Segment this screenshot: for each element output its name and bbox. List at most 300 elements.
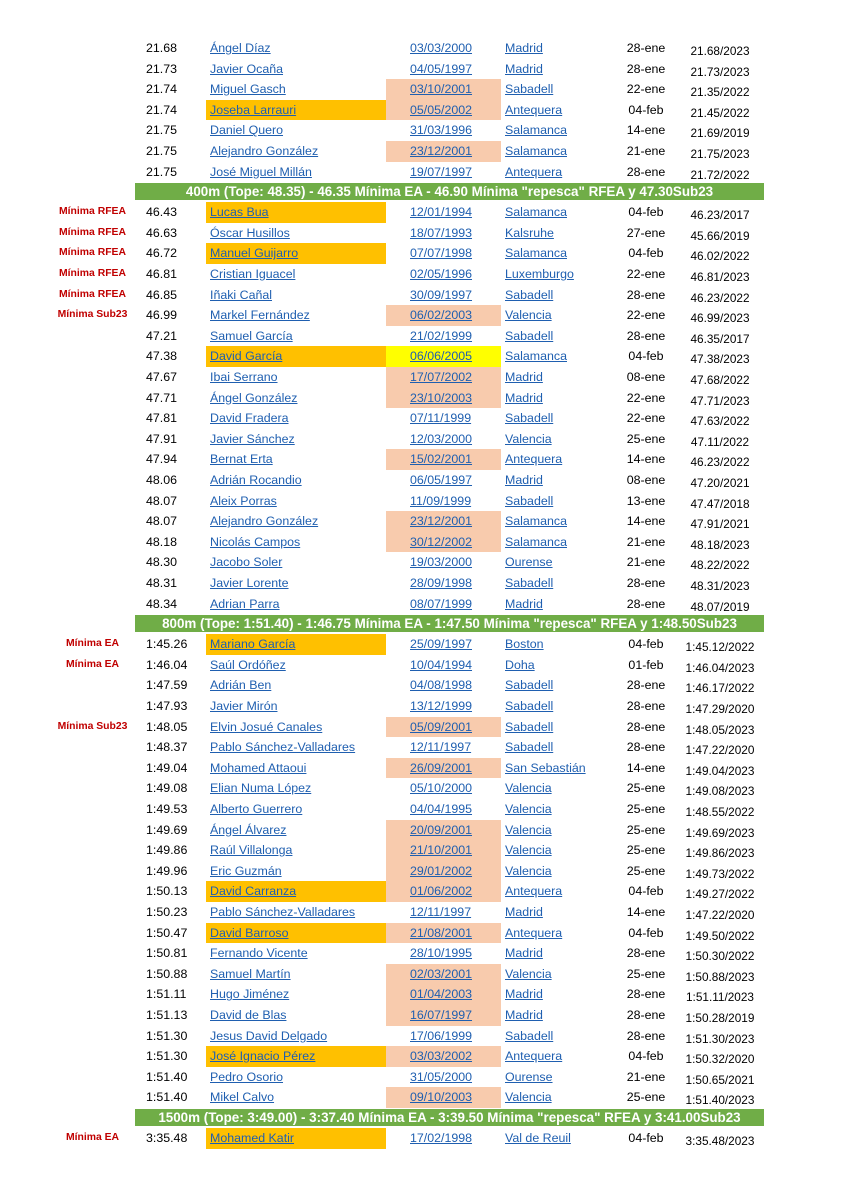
competition-date: 22-ene (626, 82, 666, 97)
athlete-name-link[interactable]: Elvin Josué Canales (210, 719, 323, 734)
venue-link[interactable]: Salamanca (505, 144, 567, 158)
venue-link[interactable]: Sabadell (505, 493, 554, 508)
competition-date: 14-ene (626, 452, 666, 467)
result-row (0, 408, 849, 429)
venue-link[interactable]: Madrid (505, 905, 543, 919)
athlete-name-link[interactable]: David de Blas (210, 1008, 287, 1022)
competition-date: 14-ene (626, 760, 666, 775)
athlete-name-link[interactable]: Pedro Osorio (210, 1069, 284, 1084)
athlete-name-link[interactable]: Jesus David Delgado (210, 1028, 328, 1043)
result-mark: 47.94 (146, 452, 178, 467)
athlete-name-link[interactable]: Iñaki Cañal (210, 287, 272, 302)
result-row (0, 346, 849, 367)
athlete-name-link[interactable]: Mohamed Attaoui (210, 760, 307, 775)
athlete-name-link[interactable]: Javier Mirón (210, 699, 278, 713)
result-mark: 1:48.05 (146, 719, 188, 734)
birth-date-link[interactable]: 04/04/1995 (410, 802, 473, 816)
athlete-name-link[interactable]: David Fradera (210, 411, 289, 426)
venue-link[interactable]: Kalsruhe (505, 225, 554, 240)
birth-date-link[interactable]: 29/01/2002 (386, 861, 501, 882)
birth-date-link[interactable]: 17/02/1998 (410, 1131, 473, 1145)
birth-date-link[interactable]: 15/02/2001 (386, 449, 501, 470)
athlete-name-link[interactable]: Alberto Guerrero (210, 802, 303, 816)
personal-best: 3:35.48/2023 (685, 1134, 755, 1148)
competition-date: 25-ene (626, 781, 666, 796)
venue-link[interactable]: Ourense (505, 1069, 553, 1084)
athlete-name-link[interactable]: Adrián Ben (210, 678, 272, 693)
competition-date: 13-ene (626, 493, 666, 508)
result-mark: 1:50.13 (146, 884, 188, 899)
result-row (0, 511, 849, 532)
birth-date-link[interactable]: 03/10/2001 (386, 79, 501, 100)
personal-best: 1:51.30/2023 (685, 1031, 755, 1046)
personal-best: 1:47.29/2020 (685, 702, 755, 716)
competition-date: 25-ene (626, 802, 666, 816)
athlete-name-link[interactable]: David Barroso (206, 923, 386, 944)
athlete-name-link[interactable]: Óscar Husillos (210, 225, 290, 240)
venue-link[interactable]: Salamanca (505, 123, 567, 138)
result-mark: 48.07 (146, 514, 178, 529)
venue-link[interactable]: Madrid (505, 61, 543, 76)
athlete-name-link[interactable]: Adrian Parra (210, 596, 280, 611)
birth-date-link[interactable]: 09/10/2003 (386, 1087, 501, 1108)
result-mark: 46.72 (146, 246, 178, 261)
birth-date-link[interactable]: 03/03/2002 (386, 1046, 501, 1067)
venue-link[interactable]: Sabadell (505, 328, 554, 343)
competition-date: 04-feb (628, 1049, 664, 1064)
result-row (0, 202, 849, 223)
personal-best: 47.71/2023 (690, 393, 750, 408)
competition-date: 04-feb (628, 349, 664, 364)
competition-date: 28-ene (626, 1028, 666, 1043)
birth-date-link[interactable]: 03/03/2000 (410, 41, 473, 55)
result-mark: 47.67 (146, 370, 178, 384)
minimum-note: Mínima EA (65, 1132, 120, 1143)
venue-link[interactable]: Madrid (505, 390, 543, 405)
result-row (0, 675, 849, 696)
result-row (0, 840, 849, 861)
result-row (0, 100, 849, 121)
birth-date-link[interactable]: 18/07/1993 (410, 225, 473, 240)
birth-date-link[interactable]: 12/01/1994 (410, 205, 473, 220)
venue-link[interactable]: Madrid (505, 473, 543, 487)
result-mark: 46.99 (146, 308, 178, 323)
minimum-note: Mínima RFEA (59, 226, 126, 238)
athlete-name-link[interactable]: Javier Sánchez (210, 431, 295, 446)
personal-best: 1:51.11/2023 (685, 990, 754, 1005)
result-mark: 21.68 (146, 41, 178, 55)
athlete-name-link[interactable]: Joseba Larrauri (206, 100, 386, 121)
venue-link[interactable]: Sabadell (505, 576, 554, 590)
venue-link[interactable]: Valencia (505, 1090, 552, 1105)
result-mark: 21.75 (146, 164, 178, 179)
result-row (0, 964, 849, 985)
result-mark: 1:51.40 (146, 1090, 188, 1105)
result-mark: 48.34 (146, 596, 178, 611)
venue-link[interactable]: Ourense (505, 555, 553, 570)
result-mark: 47.71 (146, 390, 178, 405)
result-row (0, 552, 849, 573)
athlete-name-link[interactable]: Miguel Gasch (210, 82, 286, 97)
birth-date-link[interactable]: 21/10/2001 (386, 840, 501, 861)
personal-best: 46.81/2023 (690, 270, 750, 284)
personal-best: 1:49.08/2023 (685, 784, 755, 799)
result-mark: 1:51.30 (146, 1028, 188, 1043)
venue-link[interactable]: Madrid (505, 1008, 543, 1022)
result-mark: 46.81 (146, 267, 178, 281)
athlete-name-link[interactable]: Alejandro González (210, 514, 319, 529)
personal-best: 1:49.69/2023 (685, 825, 755, 840)
competition-date: 27-ene (626, 225, 666, 240)
birth-date-link[interactable]: 10/04/1994 (410, 657, 473, 672)
athlete-name-link[interactable]: Eric Guzmán (210, 863, 282, 878)
competition-date: 28-ene (626, 946, 666, 961)
minimum-note: Mínima Sub23 (57, 309, 128, 321)
venue-link[interactable]: Sabadell (505, 82, 554, 97)
result-mark: 48.31 (146, 576, 178, 590)
venue-link[interactable]: San Sebastián (505, 760, 586, 775)
athlete-name-link[interactable]: Samuel Martín (210, 966, 291, 981)
personal-best: 1:46.04/2023 (685, 660, 755, 675)
birth-date-link[interactable]: 07/07/1998 (410, 246, 473, 261)
result-mark: 48.30 (146, 555, 178, 570)
competition-date: 25-ene (626, 843, 666, 858)
athlete-name-link[interactable]: Samuel García (210, 328, 293, 343)
athlete-name-link[interactable]: Elian Numa López (210, 781, 312, 796)
athlete-name-link[interactable]: Adrián Rocandio (210, 473, 302, 487)
birth-date-link[interactable]: 19/07/1997 (410, 164, 473, 179)
minimum-note: Mínima RFEA (59, 288, 126, 300)
birth-date-link[interactable]: 30/12/2002 (386, 532, 501, 553)
venue-link[interactable]: Antequera (505, 452, 563, 467)
birth-date-link[interactable]: 02/03/2001 (386, 964, 501, 985)
venue-link[interactable]: Antequera (505, 1049, 563, 1064)
venue-link[interactable]: Boston (505, 637, 544, 652)
result-mark: 1:49.53 (146, 802, 188, 816)
result-mark: 21.73 (146, 61, 178, 76)
personal-best: 21.75/2023 (690, 147, 750, 161)
athlete-name-link[interactable]: Saúl Ordóñez (210, 657, 286, 672)
result-mark: 48.07 (146, 493, 178, 508)
venue-link[interactable]: Madrid (505, 596, 543, 611)
birth-date-link[interactable]: 21/02/1999 (410, 328, 473, 343)
athlete-name-link[interactable]: Lucas Bua (206, 202, 386, 223)
personal-best: 46.99/2023 (690, 311, 750, 326)
birth-date-link[interactable]: 04/08/1998 (410, 678, 473, 693)
result-row (0, 634, 849, 655)
venue-link[interactable]: Val de Reuil (505, 1131, 571, 1145)
venue-link[interactable]: Salamanca (505, 246, 567, 261)
result-row (0, 388, 849, 409)
personal-best: 21.72/2022 (690, 167, 750, 182)
birth-date-link[interactable]: 04/05/1997 (410, 61, 473, 76)
competition-date: 25-ene (626, 863, 666, 878)
result-row (0, 38, 849, 59)
personal-best: 1:47.22/2020 (685, 743, 755, 758)
competition-date: 28-ene (626, 576, 666, 590)
result-mark: 46.85 (146, 287, 178, 302)
venue-link[interactable]: Sabadell (505, 1028, 554, 1043)
result-mark: 1:49.04 (146, 760, 188, 775)
personal-best: 47.38/2023 (690, 352, 750, 367)
competition-date: 28-ene (626, 328, 666, 343)
birth-date-link[interactable]: 23/10/2003 (386, 388, 501, 409)
athlete-name-link[interactable]: Ángel Díaz (210, 41, 271, 55)
venue-link[interactable]: Salamanca (505, 205, 567, 220)
personal-best: 47.68/2022 (690, 373, 750, 387)
personal-best: 48.22/2022 (690, 558, 750, 573)
result-row (0, 491, 849, 512)
birth-date-link[interactable]: 12/11/1997 (410, 740, 472, 755)
athlete-name-link[interactable]: Pablo Sánchez-Valladares (210, 740, 356, 755)
personal-best: 1:50.65/2021 (685, 1072, 755, 1087)
athlete-name-link[interactable]: Ángel Álvarez (210, 822, 287, 837)
competition-date: 28-ene (626, 699, 666, 713)
birth-date-link[interactable]: 21/08/2001 (386, 923, 501, 944)
venue-link[interactable]: Madrid (505, 370, 543, 384)
venue-link[interactable]: Doha (505, 657, 535, 672)
result-row (0, 120, 849, 141)
result-row (0, 737, 849, 758)
minimum-note: Mínima Sub23 (57, 720, 128, 732)
venue-link[interactable]: Valencia (505, 822, 552, 837)
result-mark: 1:51.30 (146, 1049, 188, 1064)
athlete-name-link[interactable]: Bernat Erta (210, 452, 273, 467)
birth-date-link[interactable]: 05/09/2001 (386, 717, 501, 738)
venue-link[interactable]: Sabadell (505, 411, 554, 426)
birth-date-link[interactable]: 28/10/1995 (410, 946, 473, 961)
venue-link[interactable]: Antequera (505, 884, 563, 899)
personal-best: 46.23/2022 (690, 455, 750, 470)
birth-date-link[interactable]: 25/09/1997 (410, 637, 473, 652)
competition-date: 28-ene (626, 164, 666, 179)
result-mark: 1:46.04 (146, 657, 188, 672)
birth-date-link[interactable]: 31/03/1996 (410, 123, 473, 138)
minimum-note: Mínima EA (65, 658, 120, 670)
result-row (0, 861, 849, 882)
birth-date-link[interactable]: 01/06/2002 (386, 881, 501, 902)
athlete-name-link[interactable]: Raúl Villalonga (210, 843, 293, 858)
birth-date-link[interactable]: 20/09/2001 (386, 820, 501, 841)
athlete-name-link[interactable]: Manuel Guijarro (206, 243, 386, 264)
result-mark: 46.63 (146, 225, 178, 240)
competition-date: 08-ene (626, 473, 666, 487)
result-row (0, 758, 849, 779)
athlete-name-link[interactable]: Ibai Serrano (210, 370, 278, 384)
athlete-name-link[interactable]: Aleix Porras (210, 493, 277, 508)
result-mark: 1:51.11 (146, 987, 187, 1002)
minimum-note: Mínima EA (65, 638, 120, 650)
competition-date: 28-ene (626, 61, 666, 76)
birth-date-link[interactable]: 05/10/2000 (410, 781, 473, 796)
personal-best: 1:47.22/2020 (685, 908, 755, 922)
venue-link[interactable]: Sabadell (505, 699, 554, 713)
birth-date-link[interactable]: 17/06/1999 (410, 1028, 473, 1043)
venue-link[interactable]: Sabadell (505, 678, 554, 693)
birth-date-link[interactable]: 16/07/1997 (386, 1005, 501, 1026)
athlete-name-link[interactable]: Nicolás Campos (210, 534, 301, 549)
venue-link[interactable]: Luxemburgo (505, 267, 574, 281)
birth-date-link[interactable]: 02/05/1996 (410, 267, 473, 281)
result-row (0, 1005, 849, 1026)
personal-best: 1:50.32/2020 (685, 1052, 755, 1067)
birth-date-link[interactable]: 31/05/2000 (410, 1069, 473, 1084)
competition-date: 28-ene (626, 740, 666, 755)
athlete-name-link[interactable]: José Ignacio Pérez (206, 1046, 386, 1067)
venue-link[interactable]: Valencia (505, 863, 552, 878)
athlete-name-link[interactable]: Ángel González (210, 390, 298, 405)
personal-best: 21.69/2019 (690, 126, 750, 141)
athlete-name-link[interactable]: Javier Ocaña (210, 61, 284, 76)
venue-link[interactable]: Salamanca (505, 514, 567, 529)
competition-date: 25-ene (626, 966, 666, 981)
birth-date-link[interactable]: 05/05/2002 (386, 100, 501, 121)
venue-link[interactable]: Madrid (505, 946, 543, 961)
result-mark: 47.38 (146, 349, 178, 364)
venue-link[interactable]: Valencia (505, 781, 552, 796)
personal-best: 47.47/2018 (690, 496, 750, 511)
athlete-name-link[interactable]: Jacobo Soler (210, 555, 283, 570)
athlete-name-link[interactable]: Markel Fernández (210, 308, 310, 323)
competition-date: 04-feb (628, 102, 664, 117)
venue-link[interactable]: Salamanca (505, 349, 567, 364)
result-row (0, 79, 849, 100)
venue-link[interactable]: Valencia (505, 966, 552, 981)
competition-date: 25-ene (626, 1090, 666, 1105)
personal-best: 47.91/2021 (690, 517, 750, 532)
athlete-name-link[interactable]: Mariano García (206, 634, 386, 655)
result-mark: 1:49.86 (146, 843, 188, 858)
competition-date: 22-ene (626, 267, 666, 281)
venue-link[interactable]: Valencia (505, 308, 552, 323)
result-row (0, 778, 849, 799)
result-mark: 1:50.23 (146, 905, 188, 919)
birth-date-link[interactable]: 07/11/1999 (410, 411, 472, 426)
competition-date: 22-ene (626, 390, 666, 405)
venue-link[interactable]: Madrid (505, 41, 543, 55)
venue-link[interactable]: Madrid (505, 987, 543, 1002)
competition-date: 22-ene (626, 411, 666, 426)
venue-link[interactable]: Valencia (505, 802, 552, 816)
result-row (0, 943, 849, 964)
venue-link[interactable]: Sabadell (505, 740, 554, 755)
venue-link[interactable]: Sabadell (505, 719, 554, 734)
birth-date-link[interactable]: 28/09/1998 (410, 576, 473, 590)
personal-best: 1:46.17/2022 (685, 681, 755, 696)
birth-date-link[interactable]: 12/11/1997 (410, 905, 472, 919)
birth-date-link[interactable]: 11/09/1999 (410, 493, 472, 508)
venue-link[interactable]: Valencia (505, 431, 552, 446)
result-row (0, 573, 849, 594)
result-row (0, 59, 849, 80)
athlete-name-link[interactable]: Javier Lorente (210, 576, 289, 590)
result-row (0, 470, 849, 491)
competition-date: 22-ene (626, 308, 666, 323)
competition-date: 04-feb (628, 637, 664, 652)
competition-date: 25-ene (626, 822, 666, 837)
athlete-name-link[interactable]: Alejandro González (210, 144, 319, 158)
birth-date-link[interactable]: 30/09/1997 (410, 287, 473, 302)
event-header: 400m (Tope: 48.35) - 46.35 Mínima EA - 46.90 Mínima "repesca" RFEA y 47.30Sub23 (135, 183, 764, 200)
result-mark: 48.18 (146, 534, 178, 549)
birth-date-link[interactable]: 01/04/2003 (386, 984, 501, 1005)
athlete-name-link[interactable]: Hugo Jiménez (210, 987, 290, 1002)
result-row (0, 285, 849, 306)
competition-date: 01-feb (628, 657, 664, 672)
personal-best: 1:51.40/2023 (685, 1093, 755, 1108)
venue-link[interactable]: Antequera (505, 102, 563, 117)
result-mark: 1:49.08 (146, 781, 188, 796)
venue-link[interactable]: Valencia (505, 843, 552, 858)
venue-link[interactable]: Antequera (505, 164, 563, 179)
birth-date-link[interactable]: 06/05/1997 (410, 473, 473, 487)
result-mark: 21.74 (146, 82, 178, 97)
personal-best: 1:49.27/2022 (685, 887, 755, 902)
result-row (0, 1026, 849, 1047)
athlete-name-link[interactable]: Daniel Quero (210, 123, 284, 138)
competition-date: 28-ene (626, 287, 666, 302)
athlete-name-link[interactable]: Mohamed Katir (206, 1128, 386, 1149)
birth-date-link[interactable]: 06/06/2005 (386, 346, 501, 367)
athlete-name-link[interactable]: Mikel Calvo (210, 1090, 275, 1105)
personal-best: 47.11/2022 (690, 434, 750, 449)
competition-date: 04-feb (628, 925, 664, 940)
birth-date-link[interactable]: 12/03/2000 (410, 431, 473, 446)
result-row (0, 1067, 849, 1088)
result-mark: 21.75 (146, 123, 178, 138)
minimum-note: Mínima RFEA (59, 206, 126, 218)
competition-date: 28-ene (626, 719, 666, 734)
personal-best: 1:49.86/2023 (685, 846, 755, 861)
birth-date-link[interactable]: 06/02/2003 (386, 305, 501, 326)
competition-date: 21-ene (626, 1069, 666, 1084)
personal-best: 46.23/2017 (690, 208, 750, 223)
result-mark: 47.81 (146, 411, 178, 426)
athlete-name-link[interactable]: Cristian Iguacel (210, 267, 296, 281)
result-row (0, 162, 849, 183)
athlete-name-link[interactable]: David García (206, 346, 386, 367)
birth-date-link[interactable]: 13/12/1999 (410, 699, 473, 713)
birth-date-link[interactable]: 23/12/2001 (386, 141, 501, 162)
venue-link[interactable]: Sabadell (505, 287, 554, 302)
competition-date: 04-feb (628, 884, 664, 899)
competition-date: 14-ene (626, 514, 666, 529)
athlete-name-link[interactable]: José Miguel Millán (210, 164, 312, 179)
athlete-name-link[interactable]: David Carranza (206, 881, 386, 902)
result-mark: 1:50.47 (146, 925, 188, 940)
birth-date-link[interactable]: 19/03/2000 (410, 555, 473, 570)
personal-best: 46.23/2022 (690, 290, 750, 305)
venue-link[interactable]: Salamanca (505, 534, 567, 549)
birth-date-link[interactable]: 26/09/2001 (386, 758, 501, 779)
result-row (0, 655, 849, 676)
personal-best: 1:49.73/2022 (685, 866, 755, 881)
birth-date-link[interactable]: 17/07/2002 (386, 367, 501, 388)
athlete-name-link[interactable]: Pablo Sánchez-Valladares (210, 905, 356, 919)
athlete-name-link[interactable]: Fernando Vicente (210, 946, 308, 961)
birth-date-link[interactable]: 08/07/1999 (410, 596, 473, 611)
result-mark: 1:47.59 (146, 678, 188, 693)
competition-date: 14-ene (626, 905, 666, 919)
competition-date: 28-ene (626, 678, 666, 693)
minimum-note: Mínima RFEA (59, 268, 126, 279)
result-mark: 21.74 (146, 102, 178, 117)
birth-date-link[interactable]: 23/12/2001 (386, 511, 501, 532)
result-row (0, 696, 849, 717)
venue-link[interactable]: Antequera (505, 925, 563, 940)
result-row (0, 984, 849, 1005)
personal-best: 46.35/2017 (690, 331, 750, 346)
